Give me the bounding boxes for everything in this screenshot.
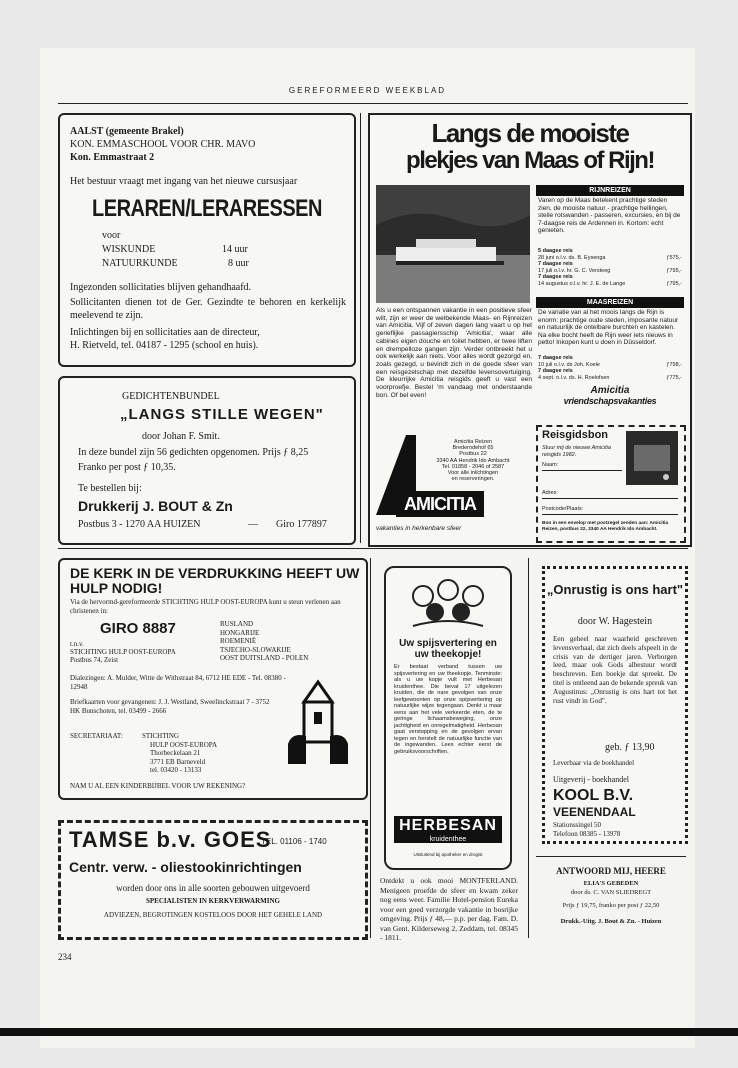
- onrustig-publisher: Uitgeverij - boekhandel: [553, 775, 629, 784]
- page-header-title: GEREFORMEERD WEEKBLAD: [288, 86, 447, 95]
- tamse-line1: Centr. verw. - oliestookinrichtingen: [69, 859, 302, 875]
- aalst-subject-2: [102, 257, 262, 270]
- country: RUSLAND: [220, 620, 254, 628]
- gedichten-dash: —: [248, 519, 258, 530]
- address-line: 3340 AA Hendrik Ido Ambacht: [436, 457, 510, 464]
- amicitia-address: [418, 439, 528, 482]
- amicitia-brand-sub: vriendschapsvakanties: [563, 396, 657, 406]
- kerk-closing: NAM U AL EEN KINDERBIJBEL VOOR UW REKENING?: [70, 782, 246, 790]
- address-line: en reserveringen.: [451, 476, 495, 483]
- tamse-line2: worden door ons in alle soorten gebouwen uitgevoerd: [116, 883, 310, 893]
- brochure-image: [626, 431, 678, 485]
- aalst-school: KON. EMMASCHOOL VOOR CHR. MAVO: [70, 139, 256, 150]
- antwoord-publisher: Drukk.-Uitg. J. Bout & Zn. - Huizen: [560, 918, 662, 925]
- amicitia-logo: AMICITIA: [396, 491, 484, 517]
- onrustig-price: geb. ƒ 13,90: [605, 742, 655, 753]
- trip-detail: 4 sept. o.l.v. ds. H. Roelofsen: [538, 374, 610, 381]
- country: ROEMENIË: [220, 637, 257, 645]
- subject-name: WISKUNDE: [102, 244, 156, 255]
- herbesan-brand-sub: kruidenthee: [394, 836, 502, 843]
- address-line: Postbus 22: [459, 451, 487, 458]
- page-number: 234: [58, 952, 72, 962]
- sec-line: HULP OOST-EUROPA: [150, 740, 218, 749]
- tamse-tel: TEL. 01106 - 1740: [261, 837, 327, 846]
- address-line: Amicitia Reizen: [454, 439, 492, 445]
- antwoord-title: ANTWOORD MIJ, HEERE: [556, 866, 666, 876]
- onrustig-street: Stationssingel 50: [553, 821, 602, 829]
- herbesan-headline: Uw spijsvertering en uw theekopje!: [399, 638, 497, 660]
- kerk-headline: DE KERK IN DE VERDRUKKING HEEFT UW HULP NODIG!: [70, 565, 360, 596]
- aalst-p1: Ingezonden sollicitaties blijven gehandhaafd.: [70, 282, 252, 293]
- ad-montferland: Ontdekt u ook mooi MONTFERLAND. Menigeen proefde de sfeer en kwam zeker nog eens weer. Familie Hotel-pension Eureka voor een goed verzorgde vakantie in bosrijke omgeving. Prijs ƒ 48,— p.p. per dag. Fam. D. van Gent. Kilderseweg 2, Zeddam, tel. 08345 - 1811.: [380, 876, 518, 942]
- maasreizen-text: De variatie van al het moois langs de Rijn is enorm: prachtige oude steden, imposante natuur en natuurlijk de ontelbare burchten en kastelen. Na elke bocht heeft de Rijn weer iets nieuws in petto! Inkopen kunt u doen in Düsseldorf.: [538, 309, 679, 346]
- aalst-intro: Het bestuur vraagt met ingang van het nieuwe cursusjaar: [70, 176, 298, 187]
- ad-aalst: [58, 113, 356, 367]
- trip-label: 5 daagse reis: [538, 248, 573, 254]
- antwoord-sub: ELIA'S GEBEDEN: [583, 880, 639, 887]
- trip-price: ƒ775,-: [666, 374, 682, 381]
- amicitia-headline-2: plekjes van Maas of Rijn!: [406, 147, 654, 174]
- herbesan-brand: HERBESAN: [394, 816, 502, 836]
- country: TSJECHO-SLOWAKIJE: [220, 645, 291, 654]
- church-icon: [282, 678, 354, 768]
- kerk-sub: Via de hervormd-gereformeerde STICHTING HULP OOST-EUROPA kunt u steun verlenen aan christenen in:: [70, 598, 341, 615]
- kerk-org: STICHTING HULP OOST-EUROPA: [70, 648, 176, 656]
- trip-label: 7 daagse reis: [538, 261, 573, 267]
- kerk-tnv: t.n.v.: [70, 640, 84, 648]
- trip-label: 7 daagse reis: [538, 355, 573, 361]
- column-divider: [360, 113, 361, 543]
- amicitia-brand-logo: Amicitia: [590, 385, 630, 396]
- address-line: Tel. 01858 - 2046 of 2587: [441, 463, 505, 470]
- subject-hours: 8 uur: [228, 258, 249, 269]
- trip-detail: 17 juli o.l.v. hr. G. C. Versteeg: [538, 267, 611, 274]
- gedichten-label: GEDICHTENBUNDEL: [122, 391, 220, 402]
- sec-line: STICHTING: [142, 732, 179, 740]
- tamse-name: TAMSE b.v. GOES: [69, 827, 272, 852]
- country: HONGARIJE: [220, 628, 260, 637]
- rijnreizen-title: RIJNREIZEN: [536, 185, 684, 196]
- aalst-p2: Sollicitanten dienen tot de Ger. Gezindte te behoren en kerkelijk meelevend te zijn.: [70, 297, 346, 321]
- onrustig-city: VEENENDAAL: [553, 805, 636, 819]
- amicitia-body: Als u een ontspannen vakantie in een positieve sfeer wilt, zijn er weer de welbekende Maas- en Rijnreizen van Amicitia. Vijf of zeven dagen lang vaart u op het gerieflijke passagiersschip 'Amicitia', waar alle cabines eigen douche en toilet hebben, er twee liften en drempelloze gangen zijn. Verder ontbreekt het u ook werkelijk aan niets. Voor alles wordt gezorgd en, zoals gezegd, u bevindt zich in de goede sfeer van een reisgezelschap met dezelfde levensovertuiging. De kleurrijke Amicitia reisgids geeft u vast een voorproefje. Bestel 'm vandaag met onderstaande bon. Of bel even!: [376, 307, 532, 399]
- field-label: Adres:: [542, 490, 558, 496]
- gedichten-line1: In deze bundel zijn 56 gedichten opgenomen. Prijs ƒ 8,25: [78, 447, 309, 458]
- page-bottom-edge: [0, 1028, 738, 1036]
- aalst-p3: Inlichtingen bij en sollicitaties aan de directeur,: [70, 327, 260, 338]
- trip-price: ƒ798,-: [666, 361, 682, 368]
- bon-field-name[interactable]: [542, 461, 622, 471]
- maasreizen-title: MAASREIZEN: [536, 297, 684, 308]
- newspaper-page: [40, 48, 695, 1048]
- teapot-flowers-icon: [403, 576, 493, 634]
- rijnreizen-trips: [538, 248, 682, 287]
- gedichten-postbus: Postbus 3 - 1270 AA HUIZEN: [78, 519, 201, 530]
- maasreizen-trips: [538, 355, 682, 381]
- subject-name: NATUURKUNDE: [102, 258, 178, 269]
- ad-kerk-verdrukking: [58, 558, 368, 800]
- ad-herbesan: [384, 566, 512, 870]
- sec-line: 3771 EB Barneveld: [150, 757, 206, 766]
- gedichten-printer: Drukkerij J. BOUT & Zn: [78, 498, 233, 514]
- kerk-sec-lines: [142, 732, 217, 775]
- trip-price: ƒ575,-: [666, 254, 682, 261]
- header-rule: [58, 103, 688, 104]
- lower-divider-2: [528, 558, 529, 938]
- amicitia-headline-1: Langs de mooiste: [431, 118, 629, 148]
- trip-row: [538, 355, 682, 368]
- trip-label: 7 daagse reis: [538, 274, 573, 280]
- address-line: Brederodehof 65: [452, 445, 494, 452]
- tamse-line3: SPECIALISTEN IN KERKVERWARMING: [146, 897, 280, 905]
- ship-photo: [376, 185, 530, 303]
- bon-field-adres[interactable]: [542, 489, 678, 499]
- amicitia-tagline: vakanties in herkenbare sfeer: [376, 525, 462, 532]
- trip-detail: 10 juli o.l.v. ds Joh. Koele: [538, 361, 600, 368]
- address-line: Voor alle inlichtingen: [447, 470, 499, 477]
- kerk-postbus: Postbus 74, Zeist: [70, 656, 119, 664]
- lower-divider-1: [370, 558, 371, 938]
- bon-field-postcode[interactable]: [542, 505, 678, 515]
- herbesan-footer: Uitsluitend bij apotheker en drogist: [413, 852, 483, 857]
- onrustig-avail: Leverbaar via de boekhandel: [553, 759, 635, 767]
- reisgidsbon-coupon: [536, 425, 686, 543]
- trip-label: 7 daagse reis: [538, 368, 573, 374]
- sec-line: Thorbeckelaan 21: [150, 749, 201, 757]
- trip-price: ƒ795,-: [666, 267, 682, 274]
- gedichten-author: door Johan F. Smit.: [142, 431, 220, 442]
- onrustig-name: KOOL B.V.: [553, 787, 634, 804]
- kerk-dialezingen: Dialezingen: A. Mulder, Witte de Withstraat 84, 6712 HE EDE - Tel. 08380 - 12948: [70, 674, 286, 691]
- onrustig-title: „Onrustig is ons hart": [546, 582, 684, 597]
- sec-line: tel. 03420 - 13133: [150, 766, 202, 774]
- aalst-p4: H. Rietveld, tel. 04187 - 1295 (school en huis).: [70, 340, 259, 351]
- trip-row: [538, 261, 682, 274]
- field-label: Naam:: [542, 462, 559, 468]
- aalst-address: Kon. Emmastraat 2: [70, 152, 155, 163]
- aalst-voor: voor: [102, 230, 121, 241]
- bon-photo: [626, 431, 678, 485]
- antwoord-author: door ds. C. VAN SLIEDREGT: [570, 889, 652, 896]
- bon-footer: Bon in een envelop met postzegel zenden aan: Amicitia Reizen, postbus 22, 3340 AA Hendrik Ido Ambacht.: [542, 521, 669, 532]
- herbesan-body: Er bestaat verband tussen uw spijsvertering en uw theekopje. Tenminste: als u uw kopje vult met Herbesan kruidenthee. Die bevat 17 uitgelezen kruiden, die de nare gevolgen van onze leefgewoonten op onze spijsvertering op natuurlijke wijze tegengaan. Denkt u maar eens aan het vele verkeerde eten, de te geringe lichaamsbeweging, onze jachtigheid en onregelmatigheid. Herbesan gaat verstopping en de gevolgen ervan tegen en herstelt de natuurlijke functie van de ingewanden. Lees echter eerst de gebruiksvoorschriften.: [394, 664, 502, 755]
- onrustig-phone: Telefoon 08385 - 13978: [553, 830, 621, 838]
- kerk-sec-label: SECRETARIAAT:: [70, 732, 123, 740]
- tamse-line4: ADVIEZEN, BEGROTINGEN KOSTELOOS DOOR HET GEHELE LAND: [103, 911, 323, 919]
- ad-amicitia: [368, 113, 692, 547]
- ad-gedichtenbundel: [58, 376, 356, 545]
- onrustig-author: door W. Hagestein: [577, 616, 653, 627]
- ad-antwoord: [536, 856, 686, 936]
- aalst-location: AALST (gemeente Brakel): [70, 126, 184, 137]
- aalst-headline: LERAREN/LERARESSEN: [92, 195, 322, 223]
- country: OOST DUITSLAND - POLEN: [220, 654, 309, 662]
- ad-onrustig: [542, 566, 688, 844]
- field-label: Postcode/Plaats:: [542, 506, 584, 512]
- bon-text: Stuur mij de nieuwe Amicitia reisgids 1982.: [542, 445, 611, 458]
- trip-row: [538, 248, 682, 261]
- gedichten-giro: Giro 177897: [276, 519, 327, 530]
- trip-detail: 28 juni o.l.v. ds. B. Eysenga: [538, 254, 606, 261]
- antwoord-price: Prijs ƒ 19,75, franko per post ƒ 22,50: [562, 902, 660, 909]
- trip-detail: 14 augustus o.l.v. hr. J. E. de Lange: [538, 280, 626, 287]
- trip-row: [538, 274, 682, 287]
- section-rule: [58, 548, 688, 549]
- kerk-countries: [220, 620, 308, 663]
- kerk-giro: GIRO 8887: [100, 620, 176, 637]
- antwoord-top-rule: [536, 856, 686, 857]
- trip-price: ƒ795,-: [666, 280, 682, 287]
- amicitia-logo-block: [376, 435, 532, 539]
- trip-row: [538, 368, 682, 381]
- aalst-subject-1: [102, 243, 262, 256]
- gedichten-line2: Franko per post ƒ 10,35.: [78, 462, 176, 473]
- ad-tamse: [58, 820, 368, 940]
- subject-hours: 14 uur: [222, 244, 248, 255]
- ship-illustration: [376, 185, 530, 303]
- kerk-brief: Briefkaarten voor gevangenen: J. J. Westland, Sweelinckstraat 7 - 3752 HK Bunschoten, tel. 03499 - 2666: [70, 698, 270, 715]
- amicitia-right-panel: [536, 185, 684, 421]
- gedichten-title: „LANGS STILLE WEGEN": [120, 406, 324, 423]
- bon-title: Reisgidsbon: [542, 429, 609, 441]
- onrustig-body: Een geheel naar waarheid geschreven levensverhaal, dat zich deels afspeelt in de crisis van de dertiger jaren. Verborgen leed, maar ook Gods albestuur wordt beschreven. Een boekje dat spreekt. De titel is ontleend aan de bekende spreuk van Augustinus: „Onrustig is ons hart tot het rust vindt in God".: [553, 635, 677, 705]
- gedichten-order: Te bestellen bij:: [78, 483, 142, 494]
- rijnreizen-text: Varen op de Maas betekent prachtige steden zien, de mooiste natuur - prachtige hellingen, steile rotswanden - passeren, excursies, en bij de 7-daagse reis de Ardennen in. Kortom: echt genieten.: [538, 197, 681, 234]
